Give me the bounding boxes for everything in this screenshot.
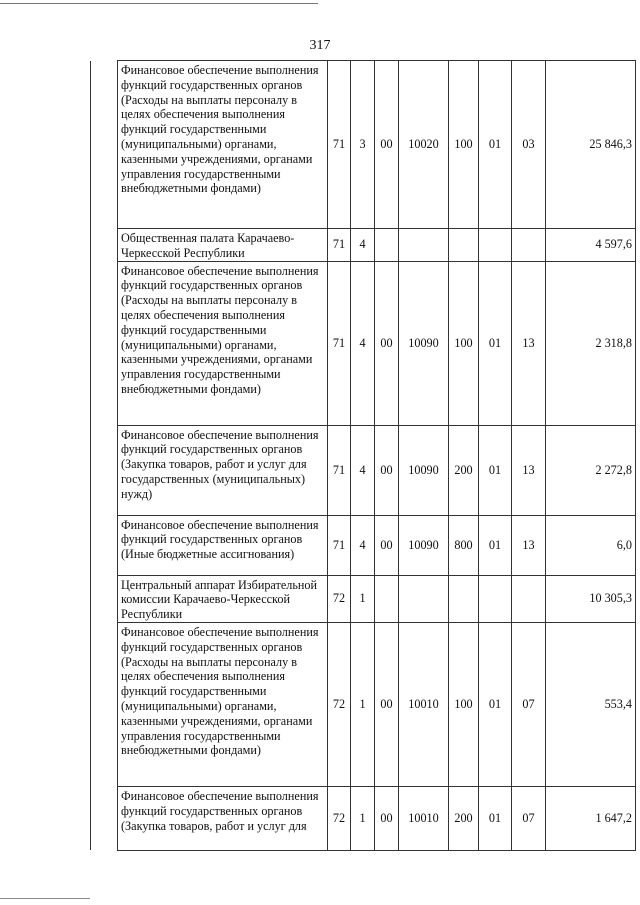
cell-c6: 01 <box>479 61 512 229</box>
cell-c3: 00 <box>375 786 399 850</box>
cell-c2: 1 <box>351 575 375 622</box>
cell-c6: 01 <box>479 261 512 425</box>
cell-c5: 200 <box>449 786 479 850</box>
cell-c6 <box>479 575 512 622</box>
cell-amount: 4 597,6 <box>546 229 636 262</box>
table-row <box>91 786 636 850</box>
cell-c4 <box>399 575 449 622</box>
blank-cell <box>91 261 118 425</box>
cell-c3: 00 <box>375 515 399 575</box>
cell-c3 <box>375 229 399 262</box>
cell-c5: 200 <box>449 425 479 515</box>
cell-c2: 3 <box>351 61 375 229</box>
blank-cell <box>91 515 118 575</box>
cell-c7: 13 <box>512 261 546 425</box>
cell-c3: 00 <box>375 622 399 786</box>
cell-c7: 13 <box>512 515 546 575</box>
cell-amount: 2 272,8 <box>546 425 636 515</box>
cell-c3 <box>375 575 399 622</box>
cell-amount: 553,4 <box>546 622 636 786</box>
cell-amount: 6,0 <box>546 515 636 575</box>
table-row <box>91 61 636 229</box>
cell-c5: 100 <box>449 261 479 425</box>
cell-c6: 01 <box>479 425 512 515</box>
blank-cell <box>91 575 118 622</box>
cell-c4: 10090 <box>399 515 449 575</box>
table-row <box>91 261 636 425</box>
cell-c2: 4 <box>351 261 375 425</box>
row-description: Финансовое обеспечение выполнения функций государственных органов (Иные бюджетные ассигнования) <box>118 515 328 575</box>
cell-c4: 10090 <box>399 425 449 515</box>
row-description: Финансовое обеспечение выполнения функций государственных органов (Расходы на выплаты персоналу в целях обеспечения выполнения функций государственными (муниципальными) органами, казенными учреждениями, органами управления государственными внебюджетными фондами) <box>118 622 328 786</box>
cell-c1: 71 <box>328 229 351 262</box>
blank-cell <box>91 425 118 515</box>
cell-c7: 07 <box>512 786 546 850</box>
cell-c3: 00 <box>375 261 399 425</box>
cell-c2: 4 <box>351 425 375 515</box>
table-row <box>91 515 636 575</box>
top-rule <box>0 3 318 4</box>
table-row <box>91 622 636 786</box>
cell-c4: 10010 <box>399 786 449 850</box>
cell-c1: 71 <box>328 261 351 425</box>
cell-amount: 1 647,2 <box>546 786 636 850</box>
cell-c4: 10010 <box>399 622 449 786</box>
cell-c3: 00 <box>375 61 399 229</box>
row-description: Финансовое обеспечение выполнения функций государственных органов (Расходы на выплаты персоналу в целях обеспечения выполнения функций государственными (муниципальными) органами, казенными учреждениями, органами управления государственными внебюджетными фондами) <box>118 261 328 425</box>
cell-c5 <box>449 575 479 622</box>
cell-c1: 71 <box>328 515 351 575</box>
cell-c6: 01 <box>479 622 512 786</box>
cell-c4: 10020 <box>399 61 449 229</box>
cell-c2: 1 <box>351 786 375 850</box>
cell-c5: 100 <box>449 622 479 786</box>
cell-c7: 13 <box>512 425 546 515</box>
bottom-rule <box>0 898 90 899</box>
cell-c4: 10090 <box>399 261 449 425</box>
cell-c7: 07 <box>512 622 546 786</box>
cell-c1: 71 <box>328 61 351 229</box>
cell-c3: 00 <box>375 425 399 515</box>
cell-c2: 4 <box>351 229 375 262</box>
blank-cell <box>91 622 118 786</box>
row-description: Финансовое обеспечение выполнения функций государственных органов (Расходы на выплаты персоналу в целях обеспечения выполнения функций государственными (муниципальными) органами, казенными учреждениями, органами управления государственными внебюджетными фондами) <box>118 61 328 229</box>
row-description: Общественная палата Карачаево-Черкесской Республики <box>118 229 328 262</box>
cell-c1: 72 <box>328 786 351 850</box>
row-description: Финансовое обеспечение выполнения функций государственных органов (Закупка товаров, работ и услуг для <box>118 786 328 850</box>
cell-amount: 25 846,3 <box>546 61 636 229</box>
cell-c7 <box>512 229 546 262</box>
cell-c6 <box>479 229 512 262</box>
blank-cell <box>91 61 118 229</box>
page-number: 317 <box>309 38 331 53</box>
cell-c7: 03 <box>512 61 546 229</box>
cell-c1: 71 <box>328 425 351 515</box>
budget-table <box>90 60 636 851</box>
cell-c1: 72 <box>328 575 351 622</box>
table-row <box>91 425 636 515</box>
blank-cell <box>91 786 118 850</box>
cell-c5 <box>449 229 479 262</box>
row-description: Центральный аппарат Избирательной комиссии Карачаево-Черкесской Республики <box>118 575 328 622</box>
cell-amount: 10 305,3 <box>546 575 636 622</box>
cell-c1: 72 <box>328 622 351 786</box>
cell-c2: 4 <box>351 515 375 575</box>
cell-c5: 100 <box>449 61 479 229</box>
blank-cell <box>91 229 118 262</box>
cell-c5: 800 <box>449 515 479 575</box>
cell-c2: 1 <box>351 622 375 786</box>
cell-amount: 2 318,8 <box>546 261 636 425</box>
cell-c4 <box>399 229 449 262</box>
table-row <box>91 229 636 262</box>
cell-c7 <box>512 575 546 622</box>
cell-c6: 01 <box>479 786 512 850</box>
row-description: Финансовое обеспечение выполнения функций государственных органов (Закупка товаров, работ и услуг для государственных (муниципальных) нужд) <box>118 425 328 515</box>
table-row <box>91 575 636 622</box>
cell-c6: 01 <box>479 515 512 575</box>
